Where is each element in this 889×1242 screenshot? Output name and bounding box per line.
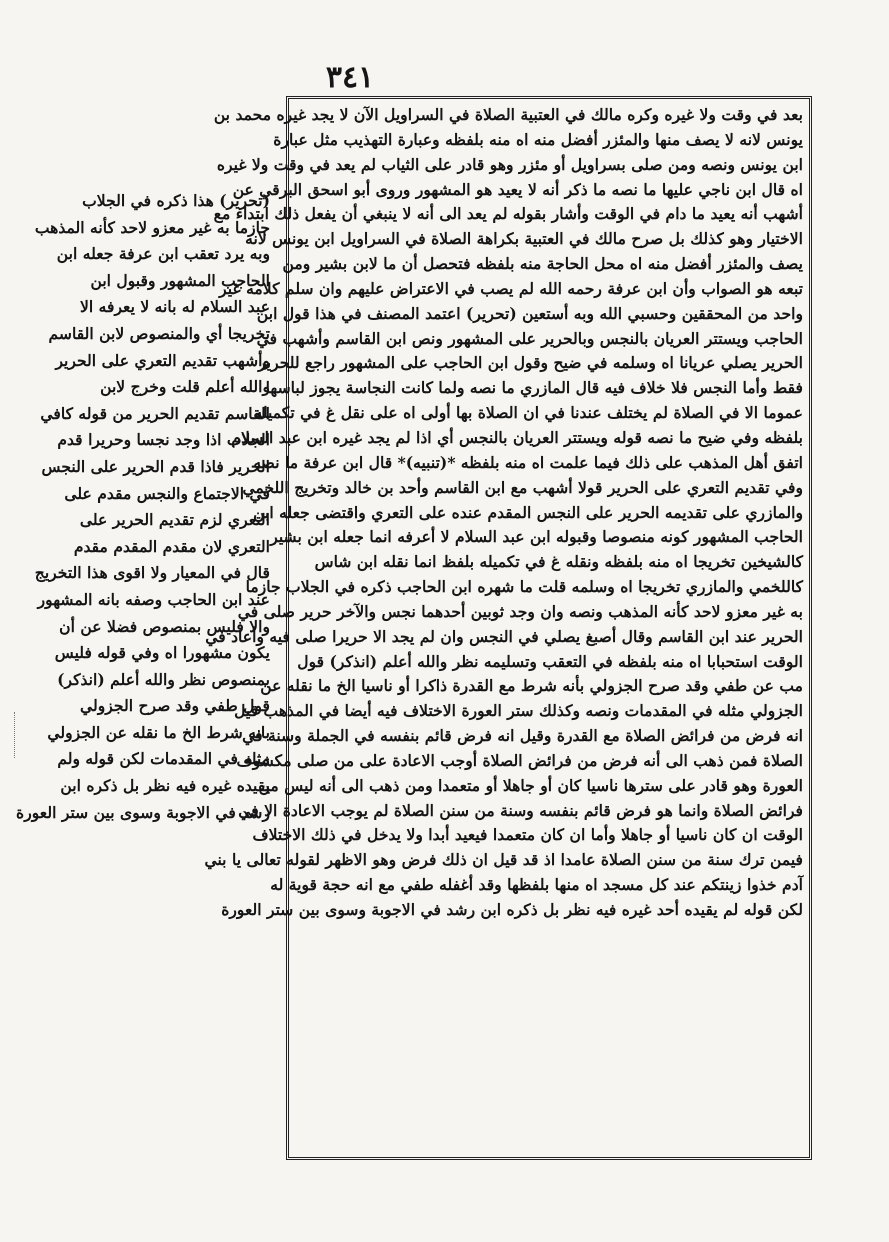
margin-note-line: بمنصوص نظر والله أعلم (انذكر) <box>57 669 270 689</box>
margin-note-line: وبه يرد تعقب ابن عرفة جعله ابن <box>56 244 270 264</box>
margin-note-line: قال في المعيار ولا اقوى هذا التخريج <box>34 563 270 583</box>
main-text-line: فرائض الصلاة وانما هو فرض قائم بنفسه وسنة من سنن الصلاة لم يوجب الاعادة الا في <box>238 800 803 820</box>
main-text-body <box>204 103 803 923</box>
main-text-line: اه قال ابن ناجي عليها ما نصه ما ذكر أنه لا يعيد هو المشهور وروى أبو اسحق البرقي عن <box>232 179 803 199</box>
margin-note-line: والله أعلم قلت وخرج لابن <box>100 377 270 397</box>
main-text-line: عموما الا في الصلاة لم يختلف عندنا في ان الصلاة بها أولى اه على نقل غ في تكميله <box>254 403 803 423</box>
margin-note-line: بانه شرط الخ ما نقله عن الجزولي <box>47 722 270 742</box>
margin-note-line: مثله في المقدمات لكن قوله ولم <box>57 749 270 769</box>
main-text-line: كالشيخين تخريجا اه منه بلفظه ونقله غ في تكميله بلفظ انما نقله ابن شاس <box>314 552 803 572</box>
main-text-line: الحاجب المشهور كونه منصوصا وقبوله ابن عبد السلام لا أعرفه انما جعله ابن بشير <box>270 527 803 547</box>
main-text-line: انه فرض من فرائض الصلاة مع القدرة وقيل انه فرض قائم بنفسه في الجملة وسنة في <box>242 726 803 746</box>
main-text-line: العورة وهو قادر على سترها ناسيا كان أو جاهلا أو متعمدا ومن ذهب الى أنه ليس من <box>258 775 803 795</box>
margin-note-line: عند ابن الحاجب وصفه بانه المشهور <box>37 589 270 609</box>
main-text-line: آدم خذوا زينتكم عند كل مسجد اه منها بلفظها وقد أغفله طفي مع انه حجة قوية له <box>270 875 803 895</box>
main-text-line: الاختيار وهو كذلك بل صرح مالك في العتبية بكراهة الصلاة في السراويل ابن يونس لانه <box>245 229 803 249</box>
main-text-line: فيمن ترك سنة من سنن الصلاة عامدا اذ قد قيل ان ذلك فرض وهو الاظهر لقوله تعالى يا بني <box>204 850 803 870</box>
main-text-line: مب عن طفي وقد صرح الجزولي بأنه شرط مع القدرة ذاكرا أو ناسيا الخ ما نقله عن <box>260 676 803 696</box>
main-text-line: الحرير عند ابن القاسم وقال أصبغ يصلي في النجس وان لم يجد الا حريرا صلى فيه وأعاد في <box>205 626 803 646</box>
main-text-line: أشهب أنه يعيد ما دام في الوقت وأشار بقوله لم يعد الى أنه لا ينبغي أن يفعل ذلك ابتداء مع <box>213 204 803 224</box>
margin-note-line: في الاجتماع والنجس مقدم على <box>64 483 270 503</box>
margin-note-line: يكون مشهورا اه وفي قوله فليس <box>54 643 270 663</box>
main-text-line: كاللخمي والمازري تخريجا اه وسلمه قلت ما شهره ابن الحاجب ذكره في الجلاب جازما <box>245 577 803 597</box>
main-text-line: الجزولي مثله في المقدمات ونصه وكذلك ستر العورة الاختلاف فيه أيضا في المذهب قيل <box>234 701 803 721</box>
main-text-line: الحاجب ويستتر العريان بالنجس وبالحرير على المشهور ونص ابن القاسم وأشهب في <box>256 328 803 348</box>
main-text-line: اتفق أهل المذهب على ذلك فيما علمت اه منه بلفظه *(تنبيه)* قال ابن عرفة ما نصه <box>253 452 803 472</box>
margin-note-line: والا فليس بمنصوص فضلا عن أن <box>59 616 270 636</box>
main-text-line: بعد في وقت ولا غيره وكره مالك في العتبية الصلاة في السراويل الآن لا يجد غيره محمد بن <box>213 105 803 124</box>
main-text-line: به غير معزو لاحد كأنه المذهب ونصه وان وجد ثوبين أحدهما نجس والآخر حرير صلى في <box>237 601 803 621</box>
main-text-frame <box>204 96 812 1160</box>
main-text-line: يونس لانه لا يصف منها والمئزر أفضل منه اه منه بلفظه وعبارة التهذيب مثل عبارة <box>273 129 803 149</box>
main-text-line: الوقت ان كان ناسيا أو جاهلا وأما ان كان متعمدا فيعيد أبدا ولا يدخل في ذلك الاختلاف <box>252 825 803 845</box>
main-text-line: يصف والمئزر أفضل منه اه محل الحاجة منه بلفظه فتحصل أن ما لابن بشير ومن <box>282 254 803 274</box>
main-text-line: واحد من المحققين وحسبي الله وبه أستعين (تحرير) اعتمد المصنف في هذا قول ابن <box>256 303 803 323</box>
main-text-line: تبعه هو الصواب وأن ابن عرفة رحمه الله لم يصب في الاعتراض عليهم وان سلم كلامه غير <box>219 278 803 298</box>
margin-note-line: قول طفي وقد صرح الجزولي <box>80 696 270 716</box>
margin-note-line: الحاجب المشهور وقبول ابن <box>90 270 270 290</box>
main-text-line: الوقت استحبابا اه منه بلفظه في التعقب وتسليمه نظر والله أعلم (انذكر) قول <box>297 651 803 671</box>
margin-note-line: جازما به غير معزو لاحد كأنه المذهب <box>34 217 270 237</box>
page-number: ٣٤١ <box>325 60 375 95</box>
margin-note-line: عبد السلام له بانه لا يعرفه الا <box>79 297 270 317</box>
main-text-line: ابن يونس ونصه ومن صلى بسراويل أو مئزر وهو قادر على الثياب لم يعد في وقت ولا غيره <box>216 154 803 174</box>
page-edge-mark <box>14 712 23 758</box>
main-text-line: لكن قوله لم يقيده أحد غيره فيه نظر بل ذكره ابن رشد في الاجوبة وسوى بين ستر العورة <box>221 900 803 919</box>
margin-note-line: وأشهب تقديم التعري على الحرير <box>55 350 270 370</box>
main-text-line: بلفظه وفي ضيح ما نصه قوله ويستتر العريان بالنجس أي اذا لم يجد غيره ابن عبد السلام <box>231 427 803 447</box>
margin-note-line: القاسم تقديم الحرير من قوله كافي <box>40 403 270 423</box>
main-text-line: والمازري على تقديمه الحرير على النجس المقدم عنده على التعري واقتضى جعله ابن <box>253 502 803 522</box>
margin-note-line: رشد في الاجوبة وسوى بين ستر العورة <box>16 802 270 822</box>
margin-note-line: الجلاب اذا وجد نجسا وحريرا قدم <box>57 430 270 450</box>
margin-note-line: تخريجا أي والمنصوص لابن القاسم <box>48 323 270 343</box>
main-text-line: وفي تقديم التعري على الحرير قولا أشهب مع ابن القاسم وأحد بن خالد وتخريج اللخمي <box>242 477 803 497</box>
margin-note-line: يقيده غيره فيه نظر بل ذكره ابن <box>60 776 270 796</box>
main-text-line: فقط وأما النجس فلا خلاف فيه قال المازري ما نصه ولما كانت النجاسة يجوز لباسها <box>265 378 803 398</box>
margin-note-line: الحرير فاذا قدم الحرير على النجس <box>41 456 270 476</box>
main-text-line: الحرير يصلي عريانا اه وسلمه في ضيح وقول ابن الحاجب على المشهور راجع للحرير <box>258 353 803 373</box>
main-text-line: الصلاة فمن ذهب الى أنه فرض من فرائض الصلاة أوجب الاعادة على من صلى مكشوف <box>236 750 803 770</box>
margin-note-line: التعري لان مقدم المقدم مقدم <box>73 536 270 556</box>
margin-note-line: التعري لزم تقديم الحرير على <box>79 510 270 530</box>
margin-note-line: (تحرير) هذا ذكره في الجلاب <box>82 191 270 210</box>
